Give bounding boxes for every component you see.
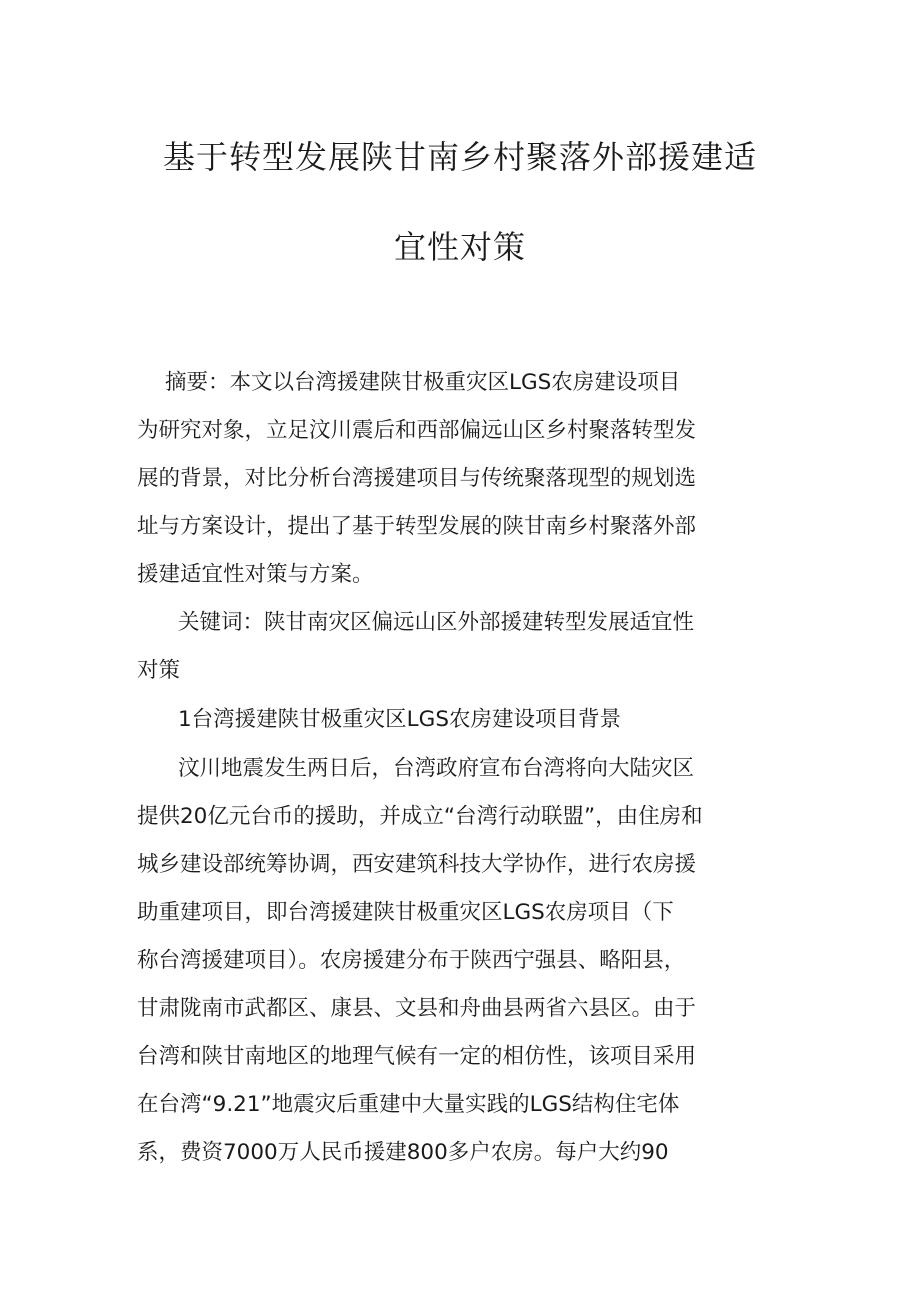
abstract-line: 援建适宜性对策与方案。 — [137, 562, 374, 587]
body-line: 在台湾“9.21”地震灾后重建中大量实践的LGS结构住宅体 — [137, 1092, 680, 1117]
body-line: 提供20亿元台币的援助，并成立“台湾行动联盟”，由住房和 — [137, 804, 703, 829]
abstract-line: 为研究对象，立足汶川震后和西部偏远山区乡村聚落转型发 — [137, 418, 697, 443]
abstract-line: 展的背景，对比分析台湾援建项目与传统聚落现型的规划选 — [137, 466, 697, 491]
body-line: 城乡建设部统筹协调，西安建筑科技大学协作，进行农房援 — [137, 852, 697, 877]
abstract-line: 摘要：本文以台湾援建陕甘极重灾区LGS农房建设项目 — [165, 370, 681, 395]
body-line: 系，费资7000万人民币援建800多户农房。每户大约90 — [137, 1140, 669, 1165]
keywords-line: 关键词：陕甘南灾区偏远山区外部援建转型发展适宜性 — [178, 610, 695, 635]
body-line: 甘肃陇南市武都区、康县、文县和舟曲县两省六县区。由于 — [137, 996, 697, 1021]
keywords-line: 对策 — [137, 658, 181, 683]
document-title-line-2: 宜性对策 — [393, 228, 526, 266]
document-title-line-1: 基于转型发展陕甘南乡村聚落外部援建适 — [162, 138, 757, 176]
abstract-line: 址与方案设计，提出了基于转型发展的陕甘南乡村聚落外部 — [137, 514, 697, 539]
section-heading: 1台湾援建陕甘极重灾区LGS农房建设项目背景 — [178, 707, 621, 732]
body-line: 台湾和陕甘南地区的地理气候有一定的相仿性，该项目采用 — [137, 1044, 697, 1069]
body-line: 汶川地震发生两日后，台湾政府宣布台湾将向大陆灾区 — [178, 756, 695, 781]
body-line: 助重建项目，即台湾援建陕甘极重灾区LGS农房项目（下 — [137, 900, 674, 925]
body-line: 称台湾援建项目）。农房援建分布于陕西宁强县、略阳县， — [137, 948, 686, 973]
